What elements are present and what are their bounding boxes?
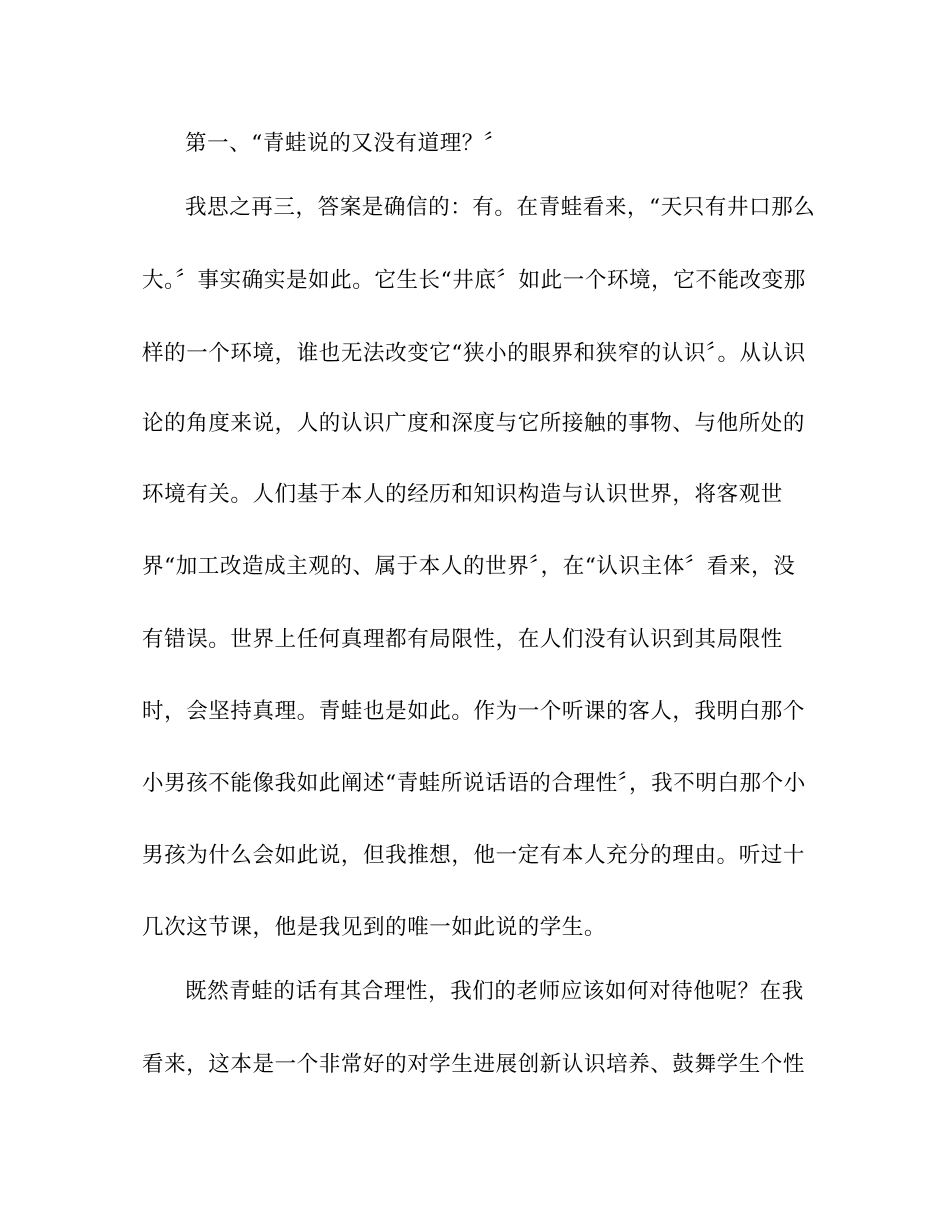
- paragraph-heading: 第一、“青蛙说的又没有道理？〞: [185, 131, 506, 156]
- text-line: 几次这节课，他是我见到的唯一如此说的学生。: [142, 915, 607, 940]
- text-line: 看来，这本是一个非常好的对学生进展创新认识培养、鼓舞学生个性: [142, 1052, 806, 1077]
- text-line: 既然青蛙的话有其合理性，我们的老师应该如何对待他呢？在我: [185, 979, 804, 1004]
- text-line: 我思之再三，答案是确信的：有。在青蛙看来，“天只有井口那么: [185, 195, 816, 220]
- text-line: 小男孩不能像我如此阐述“青蛙所说话语的合理性〞，我不明白那个小: [142, 771, 806, 796]
- text-line: 大。〞事实确实是如此。它生长“井底〞如此一个环境，它不能改变那: [142, 268, 806, 293]
- text-line: 有错误。世界上任何真理都有局限性，在人们没有认识到其局限性: [142, 627, 783, 652]
- text-line: 时，会坚持真理。青蛙也是如此。作为一个听课的客人，我明白那个: [142, 699, 806, 724]
- text-line: 论的角度来说，人的认识广度和深度与它所接触的事物、与他所处的: [142, 411, 806, 436]
- text-line: 界“加工改造成主观的、属于本人的世界〞，在“认识主体〞看来，没: [142, 554, 796, 579]
- text-line: 环境有关。人们基于本人的经历和知识构造与认识世界，将客观世: [142, 482, 783, 507]
- text-line: 样的一个环境，谁也无法改变它“狭小的眼界和狭窄的认识〞。从认识: [142, 341, 806, 366]
- text-line: 男孩为什么会如此说，但我推想，他一定有本人充分的理由。听过十: [142, 843, 806, 868]
